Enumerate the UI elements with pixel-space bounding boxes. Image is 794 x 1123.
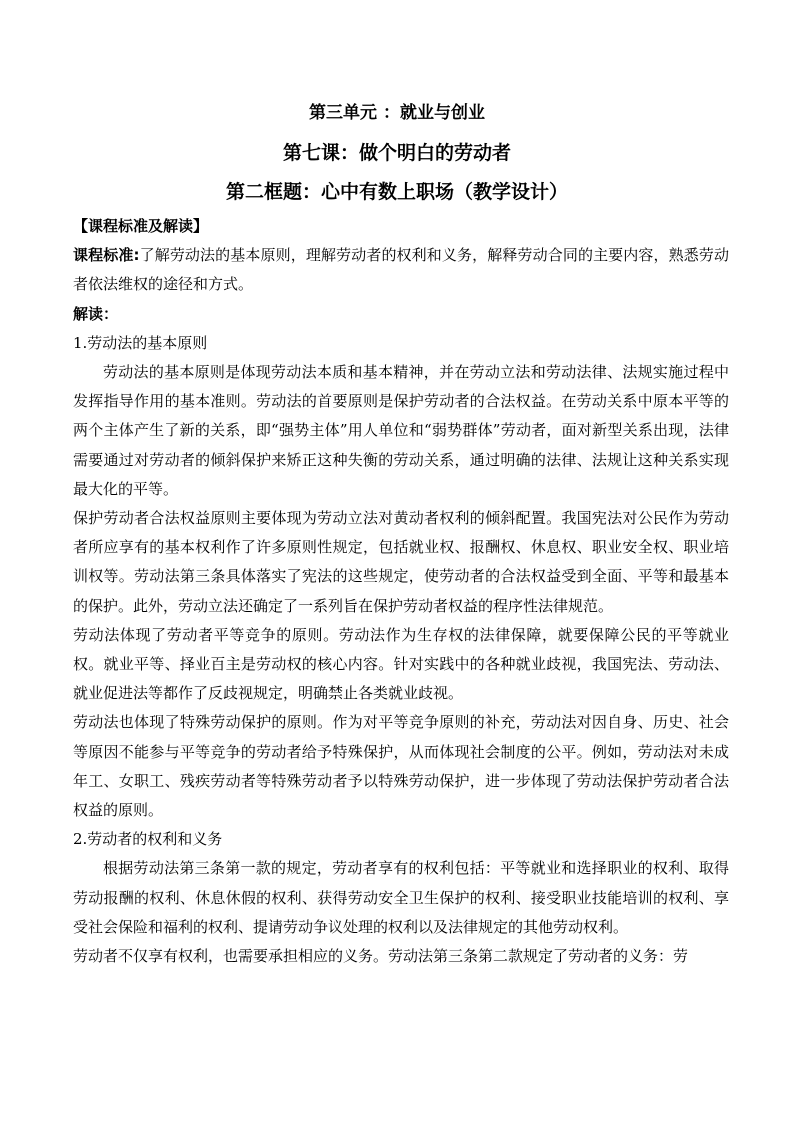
item1-paragraph-3: 劳动法体现了劳动者平等竞争的原则。劳动法作为生存权的法律保障，就要保障公民的平等就业权。就业平等、择业百主是劳动权的核心内容。针对实践中的各种就业歧视，我国宪法、劳动法、就业促进法等都作了反歧视规定，明确禁止各类就业歧视。 [73, 625, 729, 703]
unit-title: 第三单元 ：就业与创业 [309, 103, 485, 123]
standard-label: 课程标准: [73, 246, 140, 265]
standard-text: 了解劳动法的基本原则，理解劳动者的权利和义务，解释劳动合同的主要内容，熟悉劳动者依法维权的途径和方式。 [73, 246, 729, 294]
item1-paragraph-4: 劳动法也体现了特殊劳动保护的原则。作为对平等竞争原则的补充，劳动法对因自身、历史、社会等原因不能参与平等竞争的劳动者给予特殊保护，从而体现社会制度的公平。例如，劳动法对未成年工、女职工、残疾劳动者等特殊劳动者予以特殊劳动保护，进一步体现了劳动法保护劳动者合法权益的原则。 [73, 713, 729, 820]
item1-heading: 1.劳动法的基本原则 [73, 333, 208, 352]
standard-paragraph [73, 241, 729, 299]
item1-paragraph-1: 劳动法的基本原则是体现劳动法本质和基本精神，并在劳动立法和劳动法律、法规实施过程中发挥指导作用的基本准则。劳动法的首要原则是保护劳动者的合法权益。在劳动关系中原本平等的两个主体产生了新的关系，即“强势主体”用人单位和“弱势群体”劳动者，面对新型关系出现，法律需要通过对劳动者的倾斜保护来矫正这种失衡的劳动关系，通过明确的法律、法规让这种关系实现最大化的平等。 [73, 363, 729, 498]
lesson-title: 第七课：做个明白的劳动者 [282, 142, 511, 164]
standard-section-heading: 【课程标准及解读】 [73, 217, 209, 235]
item2-paragraph-1: 根据劳动法第三条第一款的规定，劳动者享有的权利包括：平等就业和选择职业的权利、取得劳动报酬的权利、休息休假的权利、获得劳动安全卫生保护的权利、接受职业技能培训的权利、享受社会保险和福利的权利、提请劳动争议处理的权利以及法律规定的其他劳动权利。 [73, 859, 729, 936]
section-title: 第二框题：心中有数上职场（教学设计） [225, 181, 568, 203]
item1-paragraph-2: 保护劳动者合法权益原则主要体现为劳动立法对黄动者权利的倾斜配置。我国宪法对公民作为劳动者所应享有的基本权利作了许多原则性规定，包括就业权、报酬权、休息权、职业安全权、职业培训权等。劳动法第三条具体落实了宪法的这些规定，使劳动者的合法权益受到全面、平等和最基本的保护。此外，劳动立法还确定了一系列旨在保护劳动者权益的程序性法律规范。 [73, 509, 729, 615]
item2-paragraph-2: 劳动者不仅享有权利，也需要承担相应的义务。劳动法第三条第二款规定了劳动者的义务：劳 [73, 947, 689, 966]
interpretation-label: 解读： [73, 304, 119, 323]
item2-heading: 2.劳动者的权利和义务 [73, 830, 223, 849]
document-body [73, 212, 729, 971]
